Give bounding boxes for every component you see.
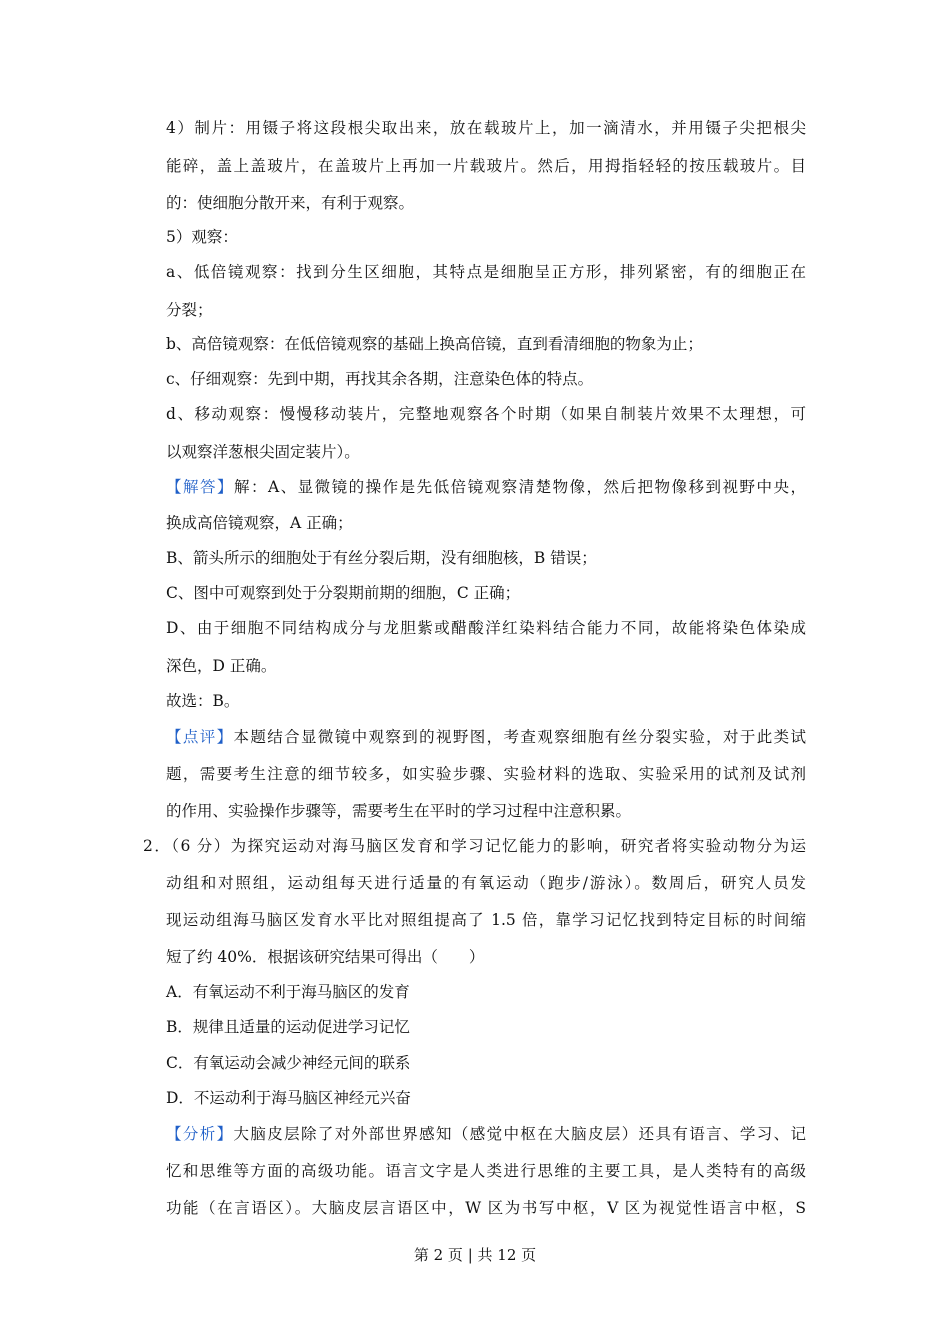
section-tag: 【点评】 xyxy=(166,728,234,746)
line-text: D、由于细胞不同结构成分与龙胆紫或醋酸洋红染料结合能力不同，故能将染色体染成 xyxy=(166,619,806,637)
text-line xyxy=(166,618,806,638)
line-text: 题，需要考生注意的细节较多，如实验步骤、实验材料的选取、实验采用的试剂及试剂 xyxy=(166,765,806,783)
line-text: 短了约 40%．根据该研究结果可得出（ ） xyxy=(166,948,485,966)
line-text: 2．（6 分）为探究运动对海马脑区发育和学习记忆能力的影响，研究者将实验动物分为运 xyxy=(143,837,806,855)
text-line xyxy=(166,1161,806,1181)
text-line xyxy=(166,691,806,711)
line-text: 忆和思维等方面的高级功能。语言文字是人类进行思维的主要工具，是人类特有的高级 xyxy=(166,1162,806,1180)
text-line xyxy=(166,227,806,247)
text-line xyxy=(166,947,806,967)
line-text: 解：A、显微镜的操作是先低倍镜观察清楚物像，然后把物像移到视野中央， xyxy=(233,478,806,496)
text-line xyxy=(166,583,806,603)
line-text: 能碎，盖上盖玻片，在盖玻片上再加一片载玻片。然后，用拇指轻轻的按压载玻片。目 xyxy=(166,157,806,175)
line-text: C、图中可观察到处于分裂期前期的细胞，C 正确； xyxy=(166,584,521,602)
text-line xyxy=(166,262,806,282)
line-text: 动组和对照组，运动组每天进行适量的有氧运动（跑步/游泳）。数周后，研究人员发 xyxy=(166,874,806,892)
line-text: D．不运动利于海马脑区神经元兴奋 xyxy=(166,1089,411,1107)
text-line xyxy=(166,193,806,213)
text-line xyxy=(166,1088,806,1108)
line-text: 4）制片：用镊子将这段根尖取出来，放在载玻片上，加一滴清水，并用镊子尖把根尖 xyxy=(166,119,806,137)
text-line xyxy=(143,836,806,856)
text-line xyxy=(166,334,806,354)
text-line xyxy=(166,1124,806,1144)
text-line xyxy=(166,982,806,1002)
text-line xyxy=(166,910,806,930)
text-line xyxy=(166,656,806,676)
line-text: 本题结合显微镜中观察到的视野图，考查观察细胞有丝分裂实验，对于此类试 xyxy=(233,728,806,746)
page-footer: 第 2 页 | 共 12 页 xyxy=(413,1246,537,1264)
text-line xyxy=(166,1017,806,1037)
line-text: a、低倍镜观察：找到分生区细胞，其特点是细胞呈正方形，排列紧密，有的细胞正在 xyxy=(166,263,806,281)
line-text: B．规律且适量的运动促进学习记忆 xyxy=(166,1018,410,1036)
text-line xyxy=(166,477,806,497)
text-line xyxy=(166,764,806,784)
text-line xyxy=(166,404,806,424)
text-line xyxy=(166,873,806,893)
line-text: 以观察洋葱根尖固定装片）。 xyxy=(166,443,360,461)
text-line xyxy=(166,548,806,568)
line-text: 现运动组海马脑区发育水平比对照组提高了 1.5 倍，靠学习记忆找到特定目标的时间缩 xyxy=(166,911,806,929)
line-text: b、高倍镜观察：在低倍镜观察的基础上换高倍镜，直到看清细胞的物象为止； xyxy=(166,335,703,353)
line-text: 换成高倍镜观察，A 正确； xyxy=(166,514,353,532)
text-line xyxy=(166,156,806,176)
line-text: 大脑皮层除了对外部世界感知（感觉中枢在大脑皮层）还具有语言、学习、记 xyxy=(233,1125,806,1143)
line-text: 深色，D 正确。 xyxy=(166,657,277,675)
text-line xyxy=(166,1053,806,1073)
text-line xyxy=(166,300,806,320)
line-text: c、仔细观察：先到中期，再找其余各期，注意染色体的特点。 xyxy=(166,370,594,388)
line-text: 的：使细胞分散开来，有利于观察。 xyxy=(166,194,415,212)
text-line xyxy=(166,118,806,138)
line-text: 的作用、实验操作步骤等，需要考生在平时的学习过程中注意积累。 xyxy=(166,802,632,820)
section-tag: 【解答】 xyxy=(166,478,234,496)
line-text: 5）观察： xyxy=(166,228,238,246)
text-line xyxy=(166,1198,806,1218)
text-line xyxy=(166,369,806,389)
text-line xyxy=(166,801,806,821)
line-text: 分裂； xyxy=(166,301,213,319)
text-line xyxy=(166,727,806,747)
line-text: B、箭头所示的细胞处于有丝分裂后期，没有细胞核，B 错误； xyxy=(166,549,597,567)
line-text: 故选：B。 xyxy=(166,692,240,710)
line-text: 功能（在言语区）。大脑皮层言语区中，W 区为书写中枢，V 区为视觉性语言中枢，S xyxy=(166,1199,806,1217)
line-text: A．有氧运动不利于海马脑区的发育 xyxy=(166,983,410,1001)
text-line xyxy=(166,442,806,462)
line-text: C．有氧运动会减少神经元间的联系 xyxy=(166,1054,411,1072)
line-text: d、移动观察：慢慢移动装片，完整地观察各个时期（如果自制装片效果不太理想，可 xyxy=(166,405,806,423)
text-line xyxy=(166,513,806,533)
section-tag: 【分析】 xyxy=(166,1125,234,1143)
